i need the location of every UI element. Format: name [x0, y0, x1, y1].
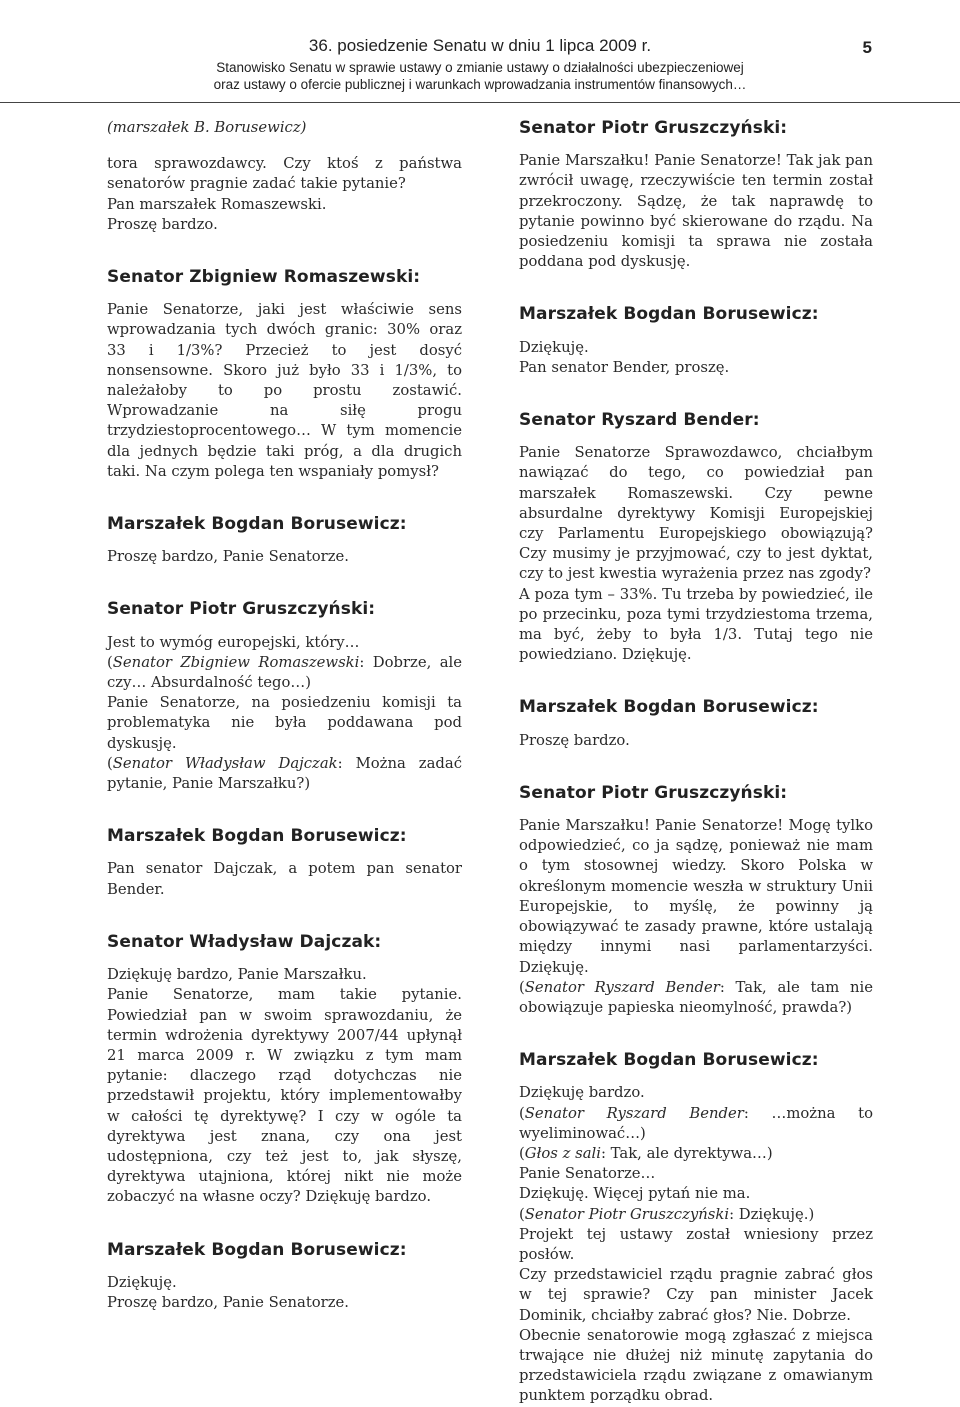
header-subtitle-line2: oraz ustawy o ofercie publicznej i warunkach wprowadzania instrumentów finansowych…	[213, 77, 747, 92]
paragraph: Pan senator Bender, proszę.	[519, 358, 730, 376]
speaker-heading: Marszałek Bogdan Borusewicz:	[107, 1239, 407, 1260]
paragraph: Pan senator Dajczak, a potem pan senator Bender.	[107, 860, 462, 898]
paragraph: Panie Marszałku! Panie Senatorze! Tak jak pan zwrócił uwagę, rzeczywiście ten termin został przekroczony. Sądzę, że tak naprawdę to pytanie powinno być skierowane do rządu. Na posiedzeniu komisji ta sprawa nie została poddana pod dyskusję.	[519, 152, 873, 271]
speaker-heading: Senator Ryszard Bender:	[519, 410, 760, 431]
paragraph: Czy przedstawiciel rządu pragnie zabrać głos w tej sprawie? Czy pan minister Jacek Dominik, chciałby zabrać głos? Nie. Dobrze.	[519, 1266, 873, 1324]
speaker-heading: Senator Piotr Gruszczyński:	[519, 782, 788, 803]
paragraph: Proszę bardzo, Panie Senatorze.	[107, 548, 350, 566]
interjection: (Senator Ryszard Bender: …można to wyeliminować…)	[519, 1104, 873, 1142]
paragraph: Panie Senatorze Sprawozdawco, chciałbym nawiązać do tego, co powiedział pan marszałek Romaszewski. Czy pewne absurdalne dyrektywy Komisji Europejskiej czy Parlamentu Europejskiego obowiązują? Czy musimy je przyjmować, czy to jest dyktat, czy to jest kwestia wyrażenia przez nas zgody?	[519, 444, 873, 583]
paragraph: Panie Senatorze, na posiedzeniu komisji ta problematyka nie była poddawana pod dyskusję.	[107, 694, 462, 752]
speaker-heading: Senator Władysław Dajczak:	[107, 931, 382, 952]
interjection: (Senator Ryszard Bender: Tak, ale tam nie obowiązuje papieska nieomylność, prawda?)	[519, 978, 874, 1016]
interjection: (Senator Piotr Gruszczyński: Dziękuję.)	[519, 1205, 815, 1223]
paragraph: Jest to wymóg europejski, który…	[107, 633, 360, 651]
paragraph: Dziękuję bardzo, Panie Marszałku.	[107, 966, 367, 984]
page-number: 5	[862, 38, 872, 57]
interjection: (Senator Zbigniew Romaszewski: Dobrze, ale czy… Absurdalność tego…)	[107, 653, 463, 692]
page-header	[0, 36, 960, 96]
paragraph: Pan marszałek Romaszewski.	[107, 195, 327, 213]
chairperson-note: (marszałek B. Borusewicz)	[107, 119, 307, 136]
paragraph: Proszę bardzo.	[107, 215, 218, 233]
paragraph: Panie Senatorze, jaki jest właściwie sens wprowadzania tych dwóch granic: 30% oraz 33 i 1/3%? Przecież to jest dosyć nonsensowne. Skoro już było 33 i 1/3%, to należałoby to po prostu zostawić. Wprowadzanie na siłę progu trzydziestoprocentowego… W tym momencie dla jednych będzie taki próg, a dla drugich taki. Na czym polega ten wspaniały pomysł?	[107, 301, 462, 480]
paragraph: Panie Marszałku! Panie Senatorze! Mogę tylko odpowiedzieć, co ja sądzę, ponieważ nie mam o tym stosownej wiedzy. Skoro Polska w określonym momencie weszła w struktury Unii Europejskie, to myślę, że powinny ją obowiązywać te zasady prawne, które ustalają między innymi nasi parlamentarzyści. Dziękuję.	[519, 817, 873, 976]
paragraph: Dziękuję.	[107, 1273, 177, 1291]
session-title: 36. posiedzenie Senatu w dniu 1 lipca 2009 r.	[308, 36, 652, 55]
speaker-heading: Senator Piotr Gruszczyński:	[519, 118, 788, 138]
interjection: (Senator Władysław Dajczak: Można zadać pytanie, Panie Marszałku?)	[107, 754, 462, 793]
paragraph: Obecnie senatorowie mogą zgłaszać z miejsca trwające nie dłużej niż minutę zapytania do przedstawiciela rządu związane z omawianym punktem porządku obrad.	[519, 1326, 873, 1405]
paragraph: Proszę bardzo, Panie Senatorze.	[107, 1293, 350, 1311]
paragraph: Panie Senatorze…	[519, 1165, 656, 1183]
speaker-heading: Senator Zbigniew Romaszewski:	[107, 267, 421, 288]
speaker-heading: Marszałek Bogdan Borusewicz:	[519, 697, 819, 718]
speaker-heading: Marszałek Bogdan Borusewicz:	[519, 1050, 819, 1071]
header-subtitle-line1: Stanowisko Senatu w sprawie ustawy o zmianie ustawy o działalności ubezpieczeniowej	[216, 60, 744, 75]
paragraph: Dziękuję.	[519, 338, 589, 356]
paragraph: Dziękuję. Więcej pytań nie ma.	[519, 1185, 751, 1203]
paragraph: Dziękuję bardzo.	[519, 1084, 645, 1102]
paragraph: A poza tym – 33%. Tu trzeba by powiedzieć, ile po przecinku, poza tymi trzydziestoma trzema, ma być, żeby to była 1/3. Tutaj tego nie powiedziano. Dziękuję.	[519, 585, 873, 664]
paragraph: tora sprawozdawcy. Czy ktoś z państwa senatorów pragnie zadać takie pytanie?	[107, 155, 462, 193]
speaker-heading: Marszałek Bogdan Borusewicz:	[519, 304, 819, 325]
left-column	[107, 118, 462, 1313]
interjection: (Głos z sali: Tak, ale dyrektywa…)	[519, 1144, 773, 1162]
paragraph: Panie Senatorze, mam takie pytanie. Powiedział pan w swoim sprawozdaniu, że termin wdrożenia dyrektywy 2007/44 upłynął 21 marca 2009 r. W związku z tym mam pytanie: dlaczego rząd dotychczas nie przedstawił projektu, który implementowałby w całości tę dyrektywę? I czy w ogóle ta dyrektywa jest znana, czy ona jest udostępniona, czy też jest to, jak słyszę, dyrektywa utajniona, której nikt nie może zobaczyć na własne oczy? Dziękuję bardzo.	[107, 986, 462, 1206]
paragraph: Projekt tej ustawy został wniesiony przez posłów.	[519, 1225, 873, 1263]
speaker-heading: Senator Piotr Gruszczyński:	[107, 599, 376, 620]
speaker-heading: Marszałek Bogdan Borusewicz:	[107, 826, 407, 847]
paragraph: Proszę bardzo.	[519, 731, 630, 749]
right-column	[519, 118, 873, 1407]
header-divider	[0, 102, 960, 103]
speaker-heading: Marszałek Bogdan Borusewicz:	[107, 514, 407, 535]
